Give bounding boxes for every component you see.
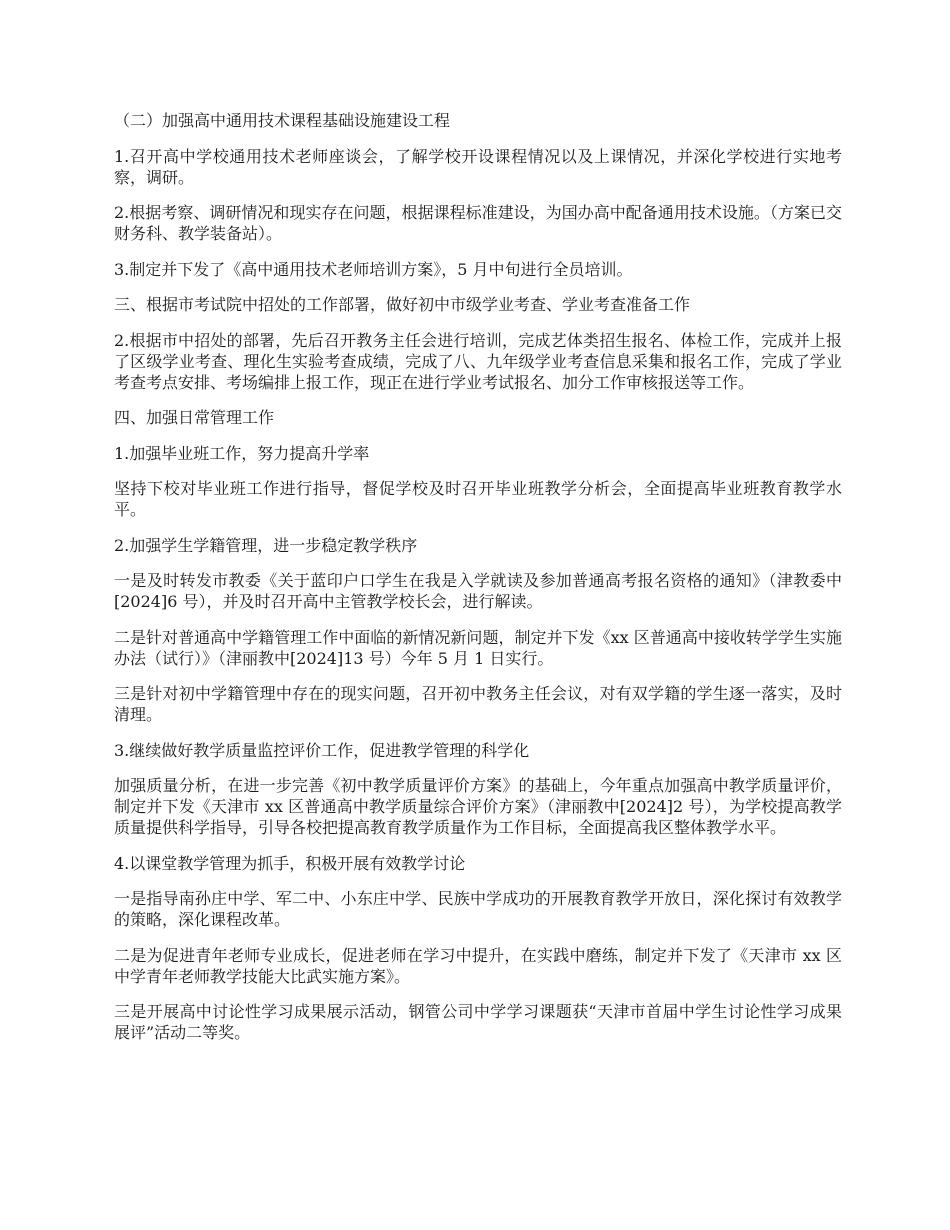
subheading-quality-monitoring: 3.继续做好教学质量监控评价工作，促进教学管理的科学化 (114, 740, 530, 760)
paragraph-records-first: 一是及时转发市教委《关于蓝印户口学生在我是入学就读及参加普通高考报名资格的通知》（津教委中[2024]6 号），并及时召开高中主管教学校长会，进行解读。 (114, 571, 842, 611)
subheading-graduating-class: 1.加强毕业班工作，努力提高升学率 (114, 443, 370, 463)
document-body (114, 110, 842, 1058)
paragraph-teaching-third: 三是开展高中讨论性学习成果展示活动，钢管公司中学学习课题获“天津市首届中学生讨论性学习成果展评”活动二等奖。 (114, 1002, 842, 1042)
paragraph-records-second: 二是针对普通高中学籍管理工作中面临的新情况新问题，制定并下发《xx 区普通高中接收转学学生实施办法（试行）》（津丽教中[2024]13 号）今年 5 月 1 日实行。 (114, 627, 842, 668)
paragraph-teaching-first: 一是指导南孙庄中学、军二中、小东庄中学、民族中学成功的开展教育教学开放日，深化探讨有效教学的策略，深化课程改革。 (114, 889, 842, 929)
paragraph-teacher-forum: 1.召开高中学校通用技术老师座谈会，了解学校开设课程情况以及上课情况，并深化学校进行实地考察，调研。 (114, 146, 842, 187)
paragraph-exam-deployment: 2.根据市中招处的部署，先后召开教务主任会进行培训，完成艺体类招生报名、体检工作，完成并上报了区级学业考查、理化生实验考查成绩，完成了八、九年级学业考查信息采集和报名工作，完成了学业考查考点安排、考场编排上报工作，现正在进行学业考试报名、加分工作审核报送等工作。 (114, 330, 842, 392)
section-heading-infrastructure: （二）加强高中通用技术课程基础设施建设工程 (114, 111, 451, 130)
paragraph-facilities: 2.根据考察、调研情况和现实存在问题，根据课程标准建设，为国办高中配备通用技术设施。（方案已交财务科、教学装备站）。 (114, 203, 842, 243)
section-heading-exams: 三、根据市考试院中招处的工作部署，做好初中市级学业考查、学业考查准备工作 (114, 295, 691, 314)
paragraph-quality-analysis: 加强质量分析，在进一步完善《初中教学质量评价方案》的基础上，今年重点加强高中教学质量评价，制定并下发《天津市 xx 区普通高中教学质量综合评价方案》（津丽教中[2024]2 号），为学校提高教学质量提供科学指导，引导各校把提高教育教学质量作为工作目标，全面提高我区整体教学水平。 (114, 776, 842, 837)
subheading-classroom-teaching: 4.以课堂教学管理为抓手，积极开展有效教学讨论 (114, 853, 466, 873)
section-heading-daily-management: 四、加强日常管理工作 (114, 408, 275, 427)
paragraph-graduating-class: 坚持下校对毕业班工作进行指导，督促学校及时召开毕业班教学分析会，全面提高毕业班教育教学水平。 (114, 479, 842, 519)
paragraph-teaching-second: 二是为促进青年老师专业成长，促进老师在学习中提升，在实践中磨练，制定并下发了《天津市 xx 区中学青年老师教学技能大比武实施方案》。 (114, 945, 842, 986)
paragraph-training-plan: 3.制定并下发了《高中通用技术老师培训方案》，5 月中旬进行全员培训。 (114, 259, 633, 279)
subheading-student-records: 2.加强学生学籍管理，进一步稳定教学秩序 (114, 535, 418, 555)
paragraph-records-third: 三是针对初中学籍管理中存在的现实问题，召开初中教务主任会议，对有双学籍的学生逐一落实，及时清理。 (114, 684, 842, 724)
